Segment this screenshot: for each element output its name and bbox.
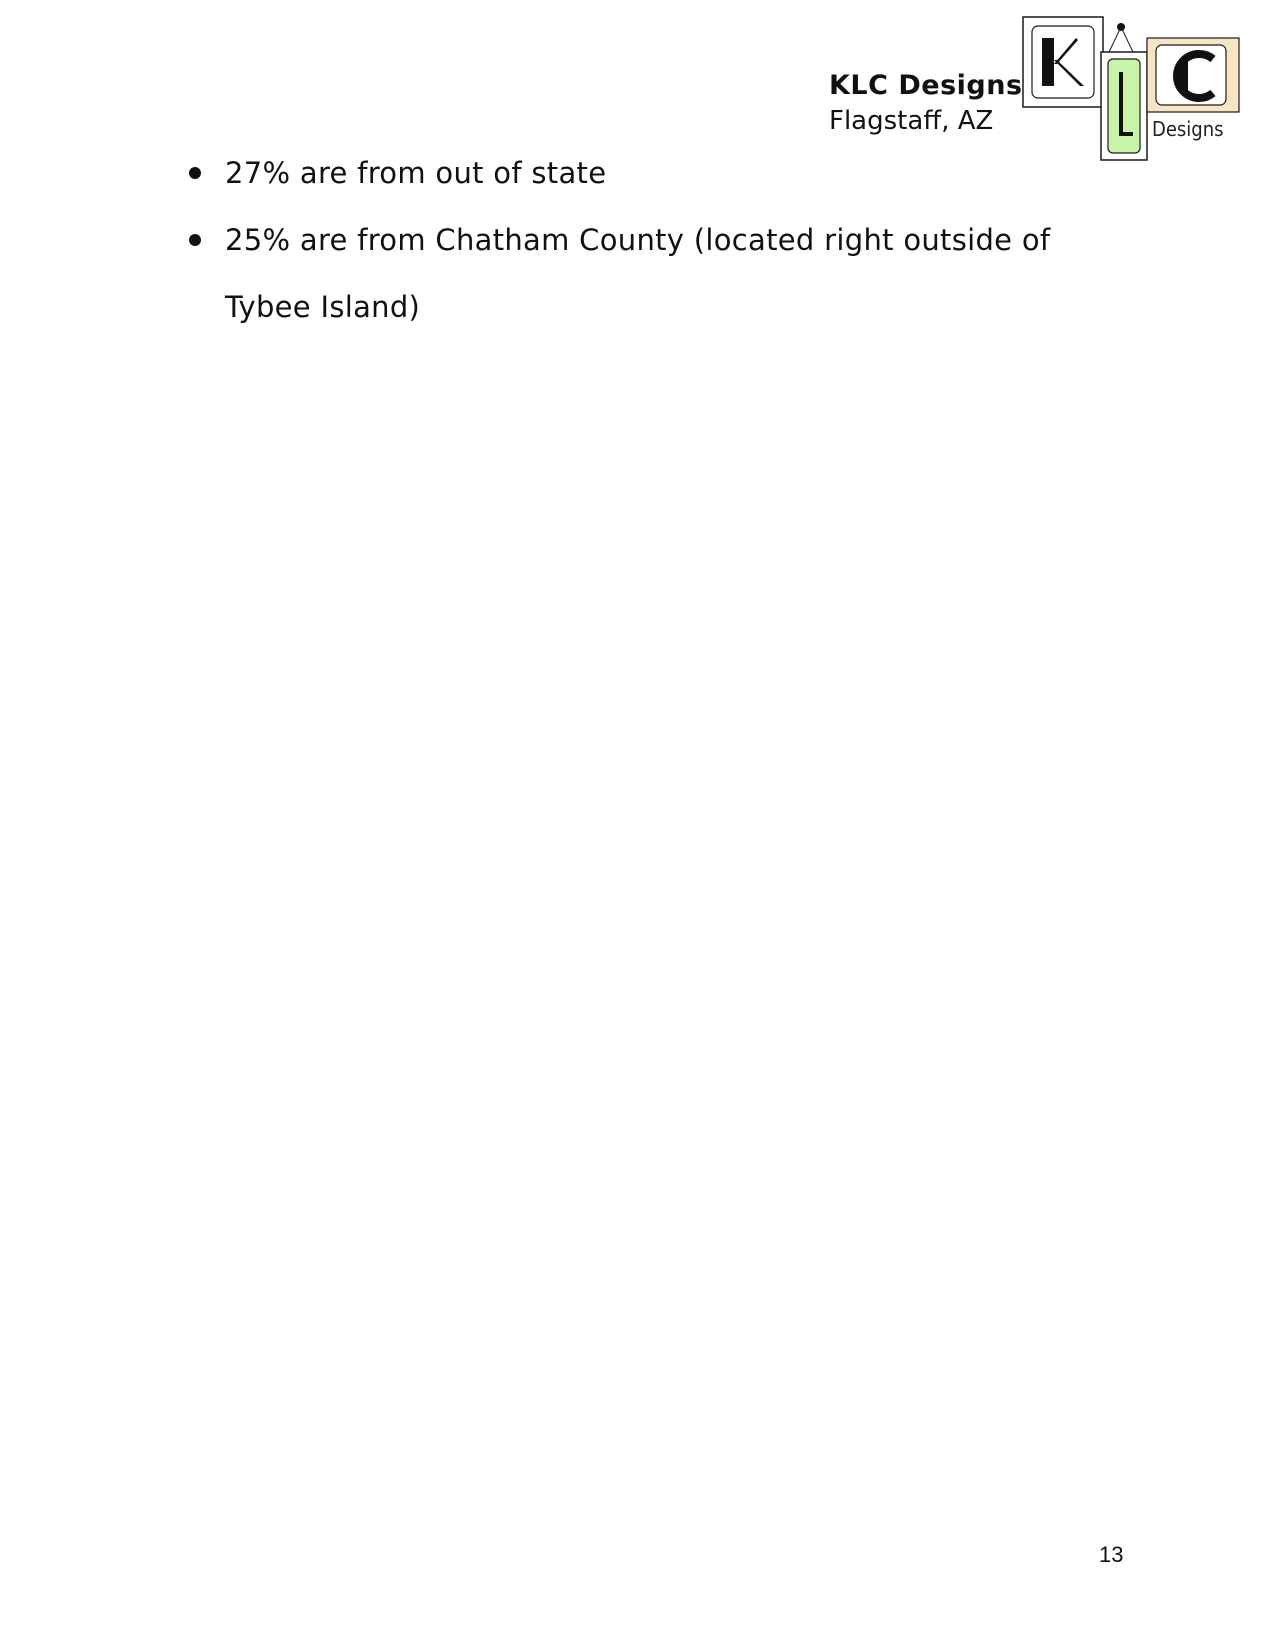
list-item-text: 25% are from Chatham County (located right outside of Tybee Island) <box>225 223 1051 324</box>
bullet-list <box>186 140 1086 341</box>
bullet-icon <box>189 234 201 246</box>
company-name: KLC Designs <box>829 70 1023 101</box>
page-number: 13 <box>1099 1542 1124 1567</box>
logo-caption: Designs <box>1152 117 1224 141</box>
list-item-text: 27% are from out of state <box>225 156 607 190</box>
list-item <box>186 140 1086 207</box>
list-item <box>186 207 1086 341</box>
company-location: Flagstaff, AZ <box>829 106 994 136</box>
bullet-icon <box>189 167 201 179</box>
